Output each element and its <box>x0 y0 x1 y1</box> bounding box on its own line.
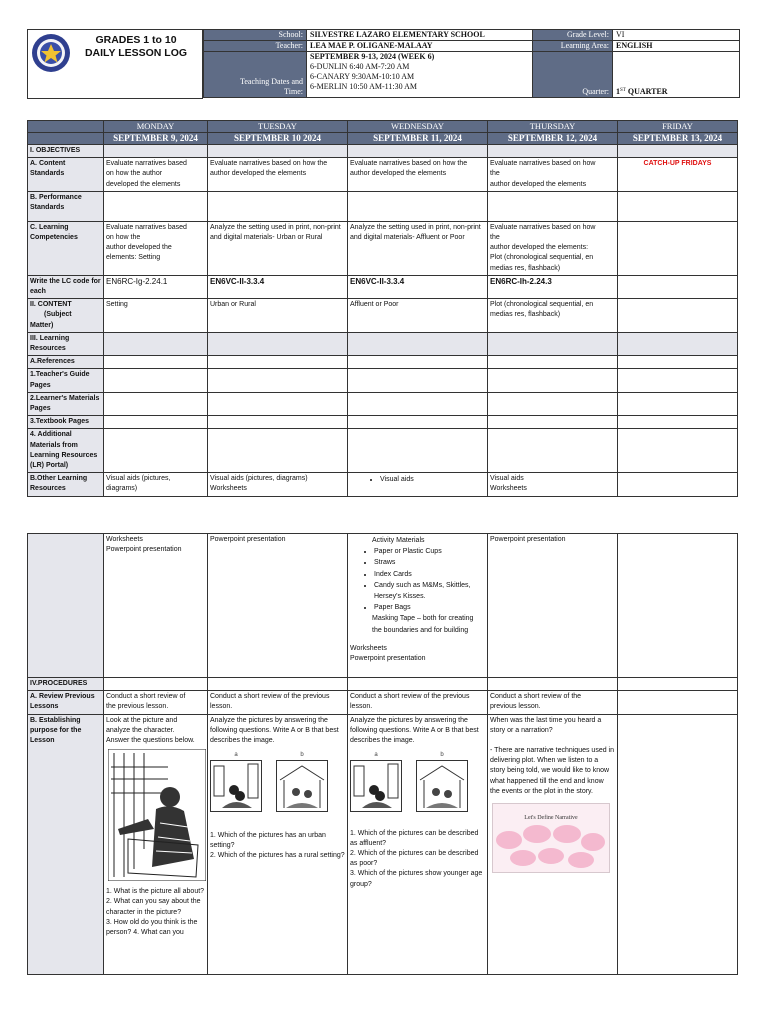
content-wednesday: Affluent or Poor <box>348 299 488 333</box>
learners-materials-cell <box>348 392 488 415</box>
lc-code-friday <box>618 275 738 298</box>
picture-a-urban-scene <box>210 760 262 812</box>
content-standards-wednesday: Evaluate narratives based on how the author developed the elements <box>348 158 488 192</box>
performance-standards-label: B. Performance Standards <box>28 191 104 221</box>
date-tuesday: SEPTEMBER 10 2024 <box>208 133 348 145</box>
competencies-monday: Evaluate narratives based on how the author developed the elements: Setting <box>104 221 208 275</box>
procedures-heading: IV.PROCEDURES <box>28 678 104 691</box>
lesson-table-page-1 <box>27 120 738 497</box>
lc-code-monday: EN6RC-Ig-2.24.1 <box>104 275 208 298</box>
additional-cell <box>104 429 208 473</box>
competencies-tuesday: Analyze the setting used in print, non-print and digital materials- Urban or Rural <box>208 221 348 275</box>
date-monday: SEPTEMBER 9, 2024 <box>104 133 208 145</box>
procedures-cell <box>618 678 738 691</box>
day-wednesday: WEDNESDAY <box>348 121 488 133</box>
objectives-heading: I. OBJECTIVES <box>28 145 104 158</box>
title-line-1: GRADES 1 to 10 <box>95 34 177 46</box>
define-narrative-slide: Let's Define Narrative <box>492 803 610 873</box>
day-header-blank <box>28 121 104 133</box>
continued-tuesday: Powerpoint presentation <box>208 534 348 678</box>
day-monday: MONDAY <box>104 121 208 133</box>
deped-seal-logo <box>31 33 71 73</box>
performance-cell <box>208 191 348 221</box>
other-resources-wednesday: • Visual aids <box>348 473 488 496</box>
teacher-value: LEA MAE P. OLIGANE-MALAAY <box>307 41 533 52</box>
continued-friday <box>618 534 738 678</box>
additional-cell <box>348 429 488 473</box>
objectives-cell <box>618 145 738 158</box>
teaching-dates-value: SEPTEMBER 9-13, 2024 (WEEK 6) 6-DUNLIN 6:40 AM-7:20 AM 6-CANARY 9:30AM-10:10 AM 6-MERLIN 10:50 AM-11:30 AM <box>307 52 533 98</box>
objectives-cell <box>104 145 208 158</box>
competencies-friday <box>618 221 738 275</box>
competencies-wednesday: Analyze the setting used in print, non-print and digital materials- Affluent or Poor <box>348 221 488 275</box>
references-cell <box>618 356 738 369</box>
establishing-monday: Look at the picture and analyze the character. Answer the questions below. 1. What is the picture all about? 2. What can you say about the character in the picture? 3. How old do you think is the person? 4. What can you <box>104 714 208 974</box>
resources-cell <box>104 332 208 355</box>
school-value: SILVESTRE LAZARO ELEMENTARY SCHOOL <box>307 30 533 41</box>
competencies-thursday: Evaluate narratives based on how the author developed the elements: Plot (chronological sequential, en medias res, flashback) <box>488 221 618 275</box>
content-friday <box>618 299 738 333</box>
teacher-label: Teacher: <box>204 41 307 52</box>
continued-monday: Worksheets Powerpoint presentation <box>104 534 208 678</box>
establishing-wednesday: Analyze the pictures by answering the following questions. Write A or B that best describes the image. a b 1. Which of the pictures can be described as affluent? 2. Which of the pictures can be described as poor? 3. Which of the pictures show younger age group? <box>348 714 488 974</box>
establishing-tuesday: Analyze the pictures by answering the following questions. Write A or B that best describes the image. a b 1. Which of the pictures has an urban setting? 2. Which of the pictures has a rural setting? <box>208 714 348 974</box>
performance-cell <box>104 191 208 221</box>
learners-materials-cell <box>618 392 738 415</box>
other-resources-monday: Visual aids (pictures, diagrams) <box>104 473 208 496</box>
other-resources-label: B.Other Learning Resources <box>28 473 104 496</box>
lesson-log-title <box>74 34 198 59</box>
content-thursday: Plot (chronological sequential, en medias res, flashback) <box>488 299 618 333</box>
references-label: A.References <box>28 356 104 369</box>
catch-up-fridays-label: CATCH-UP FRIDAYS <box>618 158 738 192</box>
continued-thursday: Powerpoint presentation <box>488 534 618 678</box>
teachers-guide-cell <box>208 369 348 392</box>
objectives-cell <box>208 145 348 158</box>
learners-materials-label: 2.Learner's Materials Pages <box>28 392 104 415</box>
performance-cell <box>618 191 738 221</box>
quarter-value: 1ST QUARTER <box>613 52 740 98</box>
objectives-cell <box>348 145 488 158</box>
picture-b-poor-scene <box>416 760 468 812</box>
learners-materials-cell <box>208 392 348 415</box>
resources-cell <box>488 332 618 355</box>
other-resources-thursday: Visual aids Worksheets <box>488 473 618 496</box>
learning-resources-label: III. Learning Resources <box>28 332 104 355</box>
resources-cell <box>208 332 348 355</box>
picture-a-affluent-scene <box>350 760 402 812</box>
review-monday: Conduct a short review of the previous lesson. <box>104 691 208 714</box>
review-wednesday: Conduct a short review of the previous lesson. <box>348 691 488 714</box>
continued-label-cell <box>28 534 104 678</box>
quarter-label: Quarter: <box>533 52 613 98</box>
content-standards-tuesday: Evaluate narratives based on how the author developed the elements <box>208 158 348 192</box>
date-wednesday: SEPTEMBER 11, 2024 <box>348 133 488 145</box>
textbook-cell <box>618 416 738 429</box>
setting-pictures: a b <box>210 750 345 816</box>
resources-cell <box>618 332 738 355</box>
additional-materials-label: 4. Additional Materials from Learning Resources (LR) Portal) <box>28 429 104 473</box>
establishing-purpose-label: B. Establishing purpose for the Lesson <box>28 714 104 974</box>
teachers-guide-label: 1.Teacher's Guide Pages <box>28 369 104 392</box>
lesson-table-page-2 <box>27 533 738 975</box>
content-standards-monday: Evaluate narratives based on how the author developed the elements <box>104 158 208 192</box>
content-label: II. CONTENT (Subject Matter) <box>28 299 104 333</box>
weaver-at-loom-picture <box>108 749 206 881</box>
performance-cell <box>488 191 618 221</box>
establishing-thursday: When was the last time you heard a story or a narration? - There are narrative techniques used in delivering plot. When we listen to a story being told, we would like to know what happened till the end and know the events or the plot in the story. Let's Define Narrative <box>488 714 618 974</box>
title-line-2: DAILY LESSON LOG <box>84 46 188 59</box>
references-cell <box>104 356 208 369</box>
content-tuesday: Urban or Rural <box>208 299 348 333</box>
picture-b-rural-scene <box>276 760 328 812</box>
teachers-guide-cell <box>618 369 738 392</box>
learners-materials-cell <box>488 392 618 415</box>
establishing-friday <box>618 714 738 974</box>
header-info-table <box>203 29 740 98</box>
teaching-dates-label: Teaching Dates and Time: <box>204 52 307 98</box>
references-cell <box>488 356 618 369</box>
day-thursday: THURSDAY <box>488 121 618 133</box>
references-cell <box>348 356 488 369</box>
textbook-cell <box>488 416 618 429</box>
learning-area-value: ENGLISH <box>613 41 740 52</box>
content-monday: Setting <box>104 299 208 333</box>
lc-code-tuesday: EN6VC-II-3.3.4 <box>208 275 348 298</box>
continued-wednesday: Activity Materials • Paper or Plastic Cups • Straws • Index Cards • Candy such as M&Ms, Skittles, Hersey's Kisses. • Paper Bags Masking Tape – both for creating the boundaries and for building Worksheets Powerpoint presentation <box>348 534 488 678</box>
teachers-guide-cell <box>348 369 488 392</box>
grade-level-label: Grade Level: <box>533 30 613 41</box>
narrative-cloud-bubbles <box>493 820 609 870</box>
grade-level-value: VI <box>613 30 740 41</box>
competencies-label: C. Learning Competencies <box>28 221 104 275</box>
day-friday: FRIDAY <box>618 121 738 133</box>
affluence-pictures: a b <box>350 750 485 816</box>
review-tuesday: Conduct a short review of the previous lesson. <box>208 691 348 714</box>
textbook-cell <box>208 416 348 429</box>
day-tuesday: TUESDAY <box>208 121 348 133</box>
review-thursday: Conduct a short review of the previous lesson. <box>488 691 618 714</box>
lc-code-wednesday: EN6VC-II-3.3.4 <box>348 275 488 298</box>
other-resources-friday <box>618 473 738 496</box>
content-standards-thursday: Evaluate narratives based on how the author developed the elements <box>488 158 618 192</box>
teachers-guide-cell <box>488 369 618 392</box>
additional-cell <box>488 429 618 473</box>
additional-cell <box>618 429 738 473</box>
review-friday <box>618 691 738 714</box>
performance-cell <box>348 191 488 221</box>
textbook-cell <box>348 416 488 429</box>
references-cell <box>208 356 348 369</box>
additional-cell <box>208 429 348 473</box>
procedures-cell <box>104 678 208 691</box>
objectives-cell <box>488 145 618 158</box>
school-label: School: <box>204 30 307 41</box>
content-standards-label: A. Content Standards <box>28 158 104 192</box>
procedures-cell <box>488 678 618 691</box>
resources-cell <box>348 332 488 355</box>
textbook-cell <box>104 416 208 429</box>
other-resources-tuesday: Visual aids (pictures, diagrams) Worksheets <box>208 473 348 496</box>
teachers-guide-cell <box>104 369 208 392</box>
lc-code-thursday: EN6RC-Ih-2.24.3 <box>488 275 618 298</box>
date-friday: SEPTEMBER 13, 2024 <box>618 133 738 145</box>
date-header-blank <box>28 133 104 145</box>
review-lessons-label: A. Review Previous Lessons <box>28 691 104 714</box>
date-thursday: SEPTEMBER 12, 2024 <box>488 133 618 145</box>
learners-materials-cell <box>104 392 208 415</box>
lc-code-label: Write the LC code for each <box>28 275 104 298</box>
textbook-label: 3.Textbook Pages <box>28 416 104 429</box>
learning-area-label: Learning Area: <box>533 41 613 52</box>
procedures-cell <box>208 678 348 691</box>
procedures-cell <box>348 678 488 691</box>
